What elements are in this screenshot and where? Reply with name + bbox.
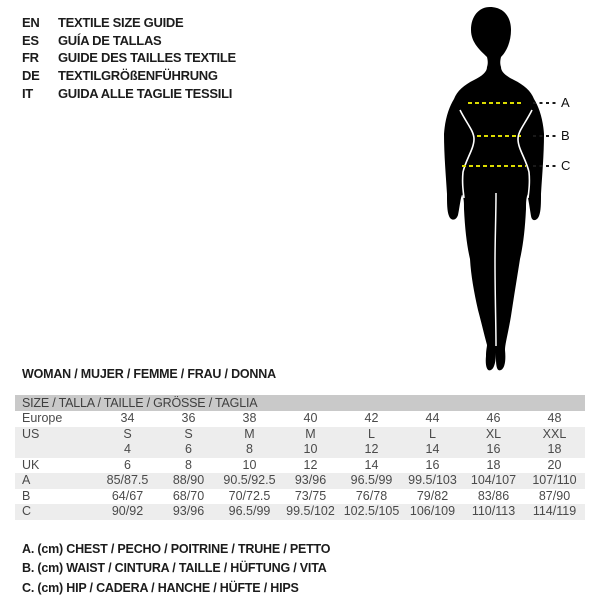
table-cell: 99.5/103 [408,473,457,487]
table-row-label: A [22,473,31,487]
language-title: TEXTILE SIZE GUIDE [58,15,184,31]
table-cell: 96.5/99 [228,504,271,518]
table-cell: XXL [542,426,567,441]
language-title: GUIDE DES TAILLES TEXTILE [58,50,236,66]
table-cell: 10 [303,442,318,456]
legend-hip: C. (cm) HIP / CADERA / HANCHE / HÜFTE / HIPS [22,580,299,595]
table-cell: 18 [486,457,501,472]
table-row [15,427,585,443]
table-cell: 99.5/102 [286,504,335,518]
table-row [15,473,585,489]
language-row [22,14,236,32]
size-table-header: SIZE / TALLA / TAILLE / GRÖSSE / TAGLIA [15,395,585,411]
table-cell: 114/119 [532,504,577,518]
table-cell: 90.5/92.5 [223,473,276,487]
table-cell: 85/87.5 [106,473,149,487]
table-cell: L [368,426,375,441]
table-row-label: C [22,504,32,518]
table-cell: 48 [547,411,562,425]
table-cell: 93/96 [172,504,205,518]
table-cell: 104/107 [470,473,517,487]
table-cell: 76/78 [355,488,388,503]
table-cell: 107/110 [532,473,577,487]
table-cell: 6 [124,457,131,472]
measure-label-chest: A [561,95,570,110]
table-cell: 18 [547,442,562,456]
table-cell: 16 [486,442,501,456]
table-cell: 40 [303,411,318,425]
language-row [22,67,236,85]
table-cell: 34 [120,411,135,425]
table-cell: 70/72.5 [228,488,271,503]
table-cell: 96.5/99 [350,473,393,487]
table-cell: 6 [185,442,192,456]
language-title: GUÍA DE TALLAS [58,32,162,48]
table-cell: M [305,426,316,441]
table-cell: 36 [181,411,196,425]
table-row-label: UK [22,457,40,472]
table-cell: 46 [486,411,501,425]
table-cell: 106/109 [409,504,456,518]
table-row [15,411,585,427]
table-cell: 44 [425,411,440,425]
language-code: FR [22,50,39,66]
language-row [22,49,236,67]
section-title: WOMAN / MUJER / FEMME / FRAU / DONNA [22,367,276,381]
table-cell: 14 [364,457,379,472]
table-row-label: Europe [22,411,63,425]
table-cell: 73/75 [294,488,327,503]
legend-waist: B. (cm) WAIST / CINTURA / TAILLE / HÜFTUNG / VITA [22,561,327,576]
table-cell: 4 [124,442,131,456]
table-cell: 12 [303,457,318,472]
table-cell: 110/113 [471,504,516,518]
legend-chest: A. (cm) CHEST / PECHO / POITRINE / TRUHE / PETTO [22,542,331,556]
table-cell: 42 [364,411,379,425]
language-title-block [22,14,236,102]
table-cell: XL [485,426,502,441]
table-cell: 83/86 [477,488,510,503]
language-code: EN [22,15,40,31]
table-cell: 14 [425,442,440,456]
language-title: GUIDA ALLE TAGLIE TESSILI [58,85,233,101]
table-cell: 88/90 [172,473,205,487]
table-cell: 68/70 [172,488,205,503]
language-row [22,32,236,50]
measure-label-hip: C [561,158,571,173]
language-code: IT [22,85,33,101]
table-row-label: US [22,426,40,441]
table-cell: 87/90 [538,488,571,503]
measure-label-waist: B [561,128,570,143]
measurement-figure [400,0,600,380]
table-cell: 38 [242,411,257,425]
table-row-label [15,442,97,458]
table-row-label: B [22,488,31,503]
table-cell: 20 [547,457,562,472]
size-table [15,395,585,520]
table-cell: S [123,426,132,441]
language-code: DE [22,68,40,84]
table-cell: 90/92 [111,504,144,518]
measure-legend [22,540,330,598]
language-code: ES [22,32,39,48]
table-cell: 12 [364,442,379,456]
language-title: TEXTILGRÖßENFÜHRUNG [58,68,218,84]
table-cell: 79/82 [416,488,449,503]
table-row [15,504,585,520]
table-cell: 10 [242,457,257,472]
table-cell: 8 [185,457,192,472]
language-row [22,84,236,102]
table-cell: 102.5/105 [343,504,400,518]
table-cell: S [184,426,193,441]
table-cell: 93/96 [294,473,327,487]
table-row [15,489,585,505]
table-cell: 8 [246,442,253,456]
table-cell: M [244,426,255,441]
table-cell: 16 [425,457,440,472]
woman-silhouette [400,0,600,380]
table-cell: 64/67 [111,488,144,503]
size-table-body [15,411,585,520]
table-row [15,458,585,474]
table-cell: L [429,426,436,441]
table-row [15,442,585,458]
